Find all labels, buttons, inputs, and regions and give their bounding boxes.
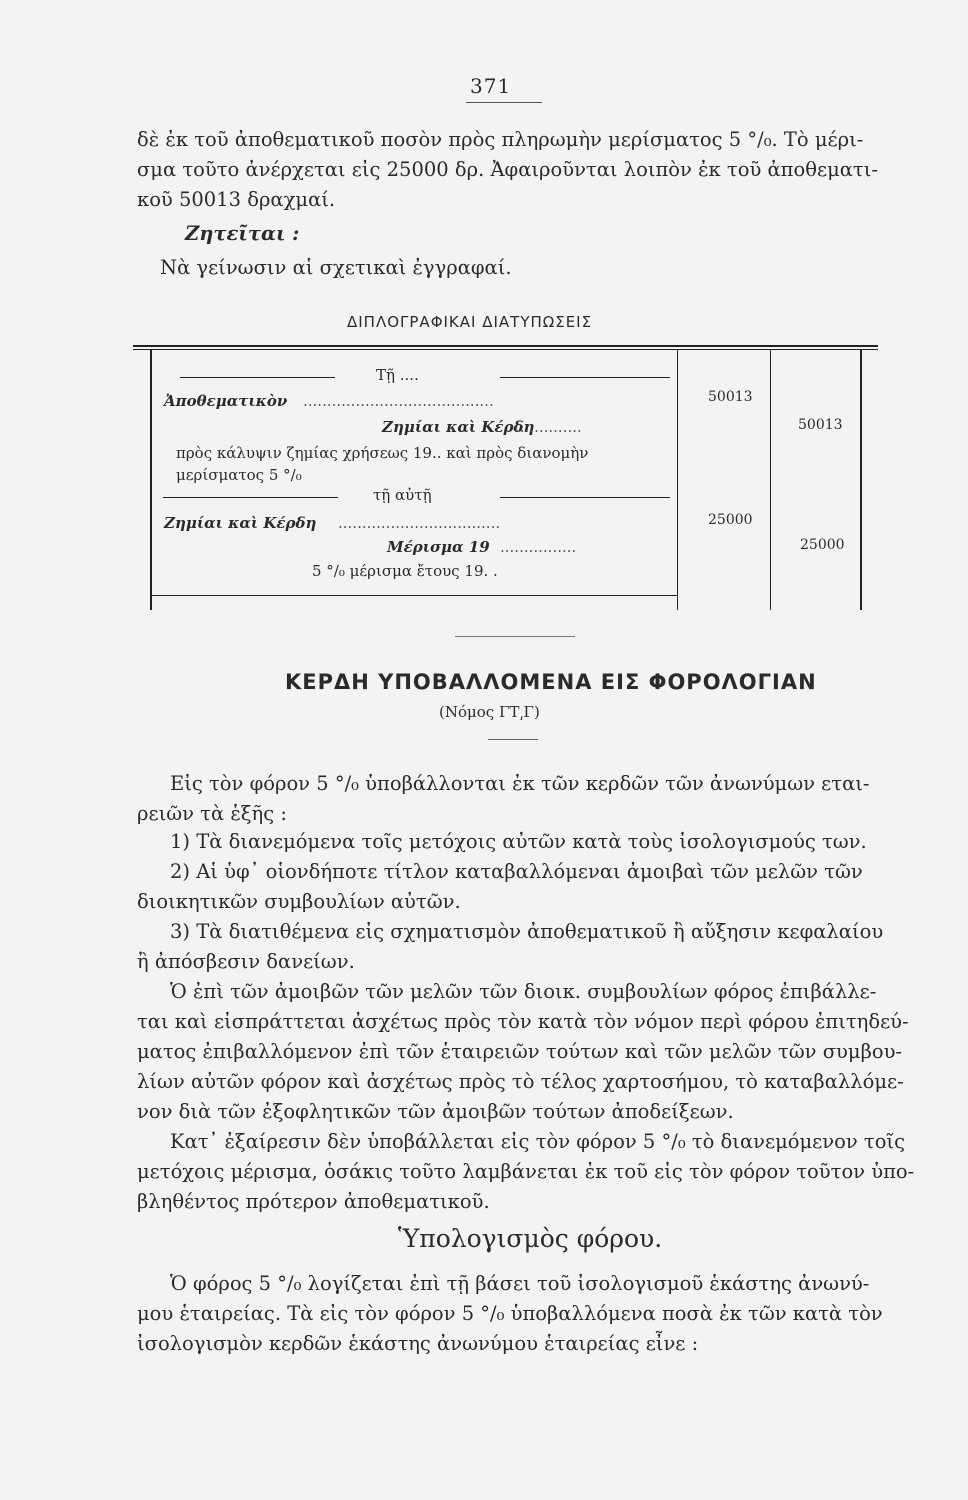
entry2-debit-account: Ζημίαι καὶ Κέρδη [164, 514, 317, 532]
section-line-9: ται καὶ εἰσπράττεται ἀσχέτως πρὸς τὸν κατὰ τὸν νόμον περὶ φόρου ἐπιτηδεύ- [137, 1010, 909, 1033]
section-line-15: βληθέντος πρότερον ἀποθεματικοῦ. [137, 1190, 490, 1213]
entry1-debit-amount: 50013 [708, 389, 753, 405]
credit-column-rule [770, 350, 771, 610]
section-line-6: 3) Τὰ διατιθέμενα εἰς σχηματισμὸν ἀποθεματικοῦ ἢ αὔξησιν κεφαλαίου [170, 920, 884, 943]
entry2-date: τῇ αὐτῇ [373, 486, 432, 504]
table-top-rule [133, 345, 878, 347]
intro-line-3: κοῦ 50013 δραχμαί. [137, 188, 336, 211]
intro-line-1: δὲ ἐκ τοῦ ἀποθεματικοῦ ποσὸν πρὸς πληρωμὴν μερίσματος 5 °/₀. Τὸ μέρι- [137, 128, 864, 151]
calc-line-1: Ὁ φόρος 5 °/₀ λογίζεται ἐπὶ τῇ βάσει τοῦ ἰσολογισμοῦ ἑκάστης ἀνωνύ- [170, 1272, 870, 1295]
entry2-debit-amount: 25000 [708, 512, 753, 528]
section-subtitle: (Νόμος ΓΤ͵Γ) [439, 703, 540, 721]
entry1-credit-account: Ζημίαι καὶ Κέρδη [382, 418, 535, 436]
table-bottom-rule [150, 595, 677, 596]
entry1-debit-leader: ........................................ [303, 392, 494, 410]
entry1-date-rule-right [500, 377, 670, 378]
entry1-credit-leader: .............. [515, 418, 582, 436]
table-right-border [860, 350, 862, 610]
section-line-8: Ὁ ἐπὶ τῶν ἀμοιβῶν τῶν μελῶν τῶν διοικ. συμβουλίων φόρος ἐπιβάλλε- [170, 980, 877, 1003]
table-top-rule-thin [133, 349, 878, 350]
section-line-12: νον διὰ τῶν ἐξοφλητικῶν τῶν ἀμοιβῶν τούτων ἀποδείξεων. [137, 1100, 734, 1123]
entry1-description-line1: πρὸς κάλυψιν ζημίας χρήσεως 19.. καὶ πρὸς διανομὴν [176, 444, 589, 462]
journal-title: ΔΙΠΛΟΓΡΑΦΙΚΑΙ ΔΙΑΤΥΠΩΣΕΙΣ [347, 313, 593, 331]
entry1-debit-account: Ἀποθεματικὸν [164, 392, 288, 410]
calc-line-2: μου ἑταιρείας. Τὰ εἰς τὸν φόρον 5 °/₀ ὑποβαλλόμενα ποσὰ ἐκ τῶν κατὰ τὸν [137, 1302, 883, 1325]
section-line-2: ρειῶν τὰ ἑξῆς : [137, 802, 287, 825]
section-line-4: 2) Αἱ ὑφ᾽ οἱονδήποτε τίτλον καταβαλλόμεναι ἀμοιβαὶ τῶν μελῶν τῶν [170, 860, 863, 883]
entry2-credit-account: Μέρισμα 19 [387, 538, 490, 556]
debit-column-rule [677, 350, 678, 610]
entry2-credit-amount: 25000 [800, 537, 845, 553]
entry2-date-rule-left [163, 497, 338, 498]
section-title: ΚΕΡΔΗ ΥΠΟΒΑΛΛΟΜΕΝΑ ΕΙΣ ΦΟΡΟΛΟΓΙΑΝ [285, 670, 817, 694]
intro-line-2: σμα τοῦτο ἀνέρχεται εἰς 25000 δρ. Ἀφαιροῦνται λοιπὸν ἐκ τοῦ ἀποθεματι- [137, 158, 878, 181]
section-separator [455, 636, 575, 637]
section-line-5: διοικητικῶν συμβουλίων αὐτῶν. [137, 890, 461, 913]
section-line-7: ἢ ἀπόσβεσιν δανείων. [137, 950, 355, 973]
entry2-debit-leader: .................................. [338, 514, 501, 532]
table-left-border [150, 350, 152, 610]
section-line-1: Εἰς τὸν φόρον 5 °/₀ ὑποβάλλονται ἐκ τῶν κερδῶν τῶν ἀνωνύμων εται- [170, 772, 870, 795]
entry2-date-rule-right [500, 497, 670, 498]
asked-label: Ζητεῖται : [185, 222, 300, 245]
section-line-3: 1) Τὰ διανεμόμενα τοῖς μετόχοις αὐτῶν κατὰ τοὺς ἰσολογισμούς των. [170, 830, 867, 853]
subtitle-rule [488, 739, 538, 740]
entry1-date: Τῇ .... [376, 366, 419, 384]
entry2-credit-leader: ................ [500, 538, 577, 556]
page-number-rule [466, 102, 542, 103]
section-line-14: μετόχοις μέρισμα, ὁσάκις τοῦτο λαμβάνεται ἐκ τοῦ εἰς τὸν φόρον τοῦτον ὑπο- [137, 1160, 915, 1183]
section-line-13: Κατ᾽ ἐξαίρεσιν δὲν ὑποβάλλεται εἰς τὸν φόρον 5 °/₀ τὸ διανεμόμενον τοῖς [170, 1130, 906, 1153]
page-number: 371 [470, 74, 512, 98]
entry1-description-line2: μερίσματος 5 °/₀ [176, 466, 302, 484]
calc-line-3: ἰσολογισμὸν κερδῶν ἑκάστης ἀνωνύμου ἑταιρείας εἶνε : [137, 1332, 699, 1355]
section-line-11: λίων αὐτῶν φόρον καὶ ἀσχέτως πρὸς τὸ τέλος χαρτοσήμου, τὸ καταβαλλόμε- [137, 1070, 904, 1093]
calc-heading: Ὑπολογισμὸς φόρου. [398, 1224, 663, 1253]
entry1-date-rule-left [180, 377, 335, 378]
entry1-credit-amount: 50013 [798, 417, 843, 433]
section-line-10: ματος ἐπιβαλλόμενον ἐπὶ τῶν ἑταιρειῶν τούτων καὶ τῶν μελῶν τῶν συμβου- [137, 1040, 903, 1063]
entry2-description: 5 °/₀ μέρισμα ἔτους 19. . [312, 562, 498, 580]
asked-text: Νὰ γείνωσιν αἱ σχετικαὶ ἐγγραφαί. [160, 256, 512, 279]
